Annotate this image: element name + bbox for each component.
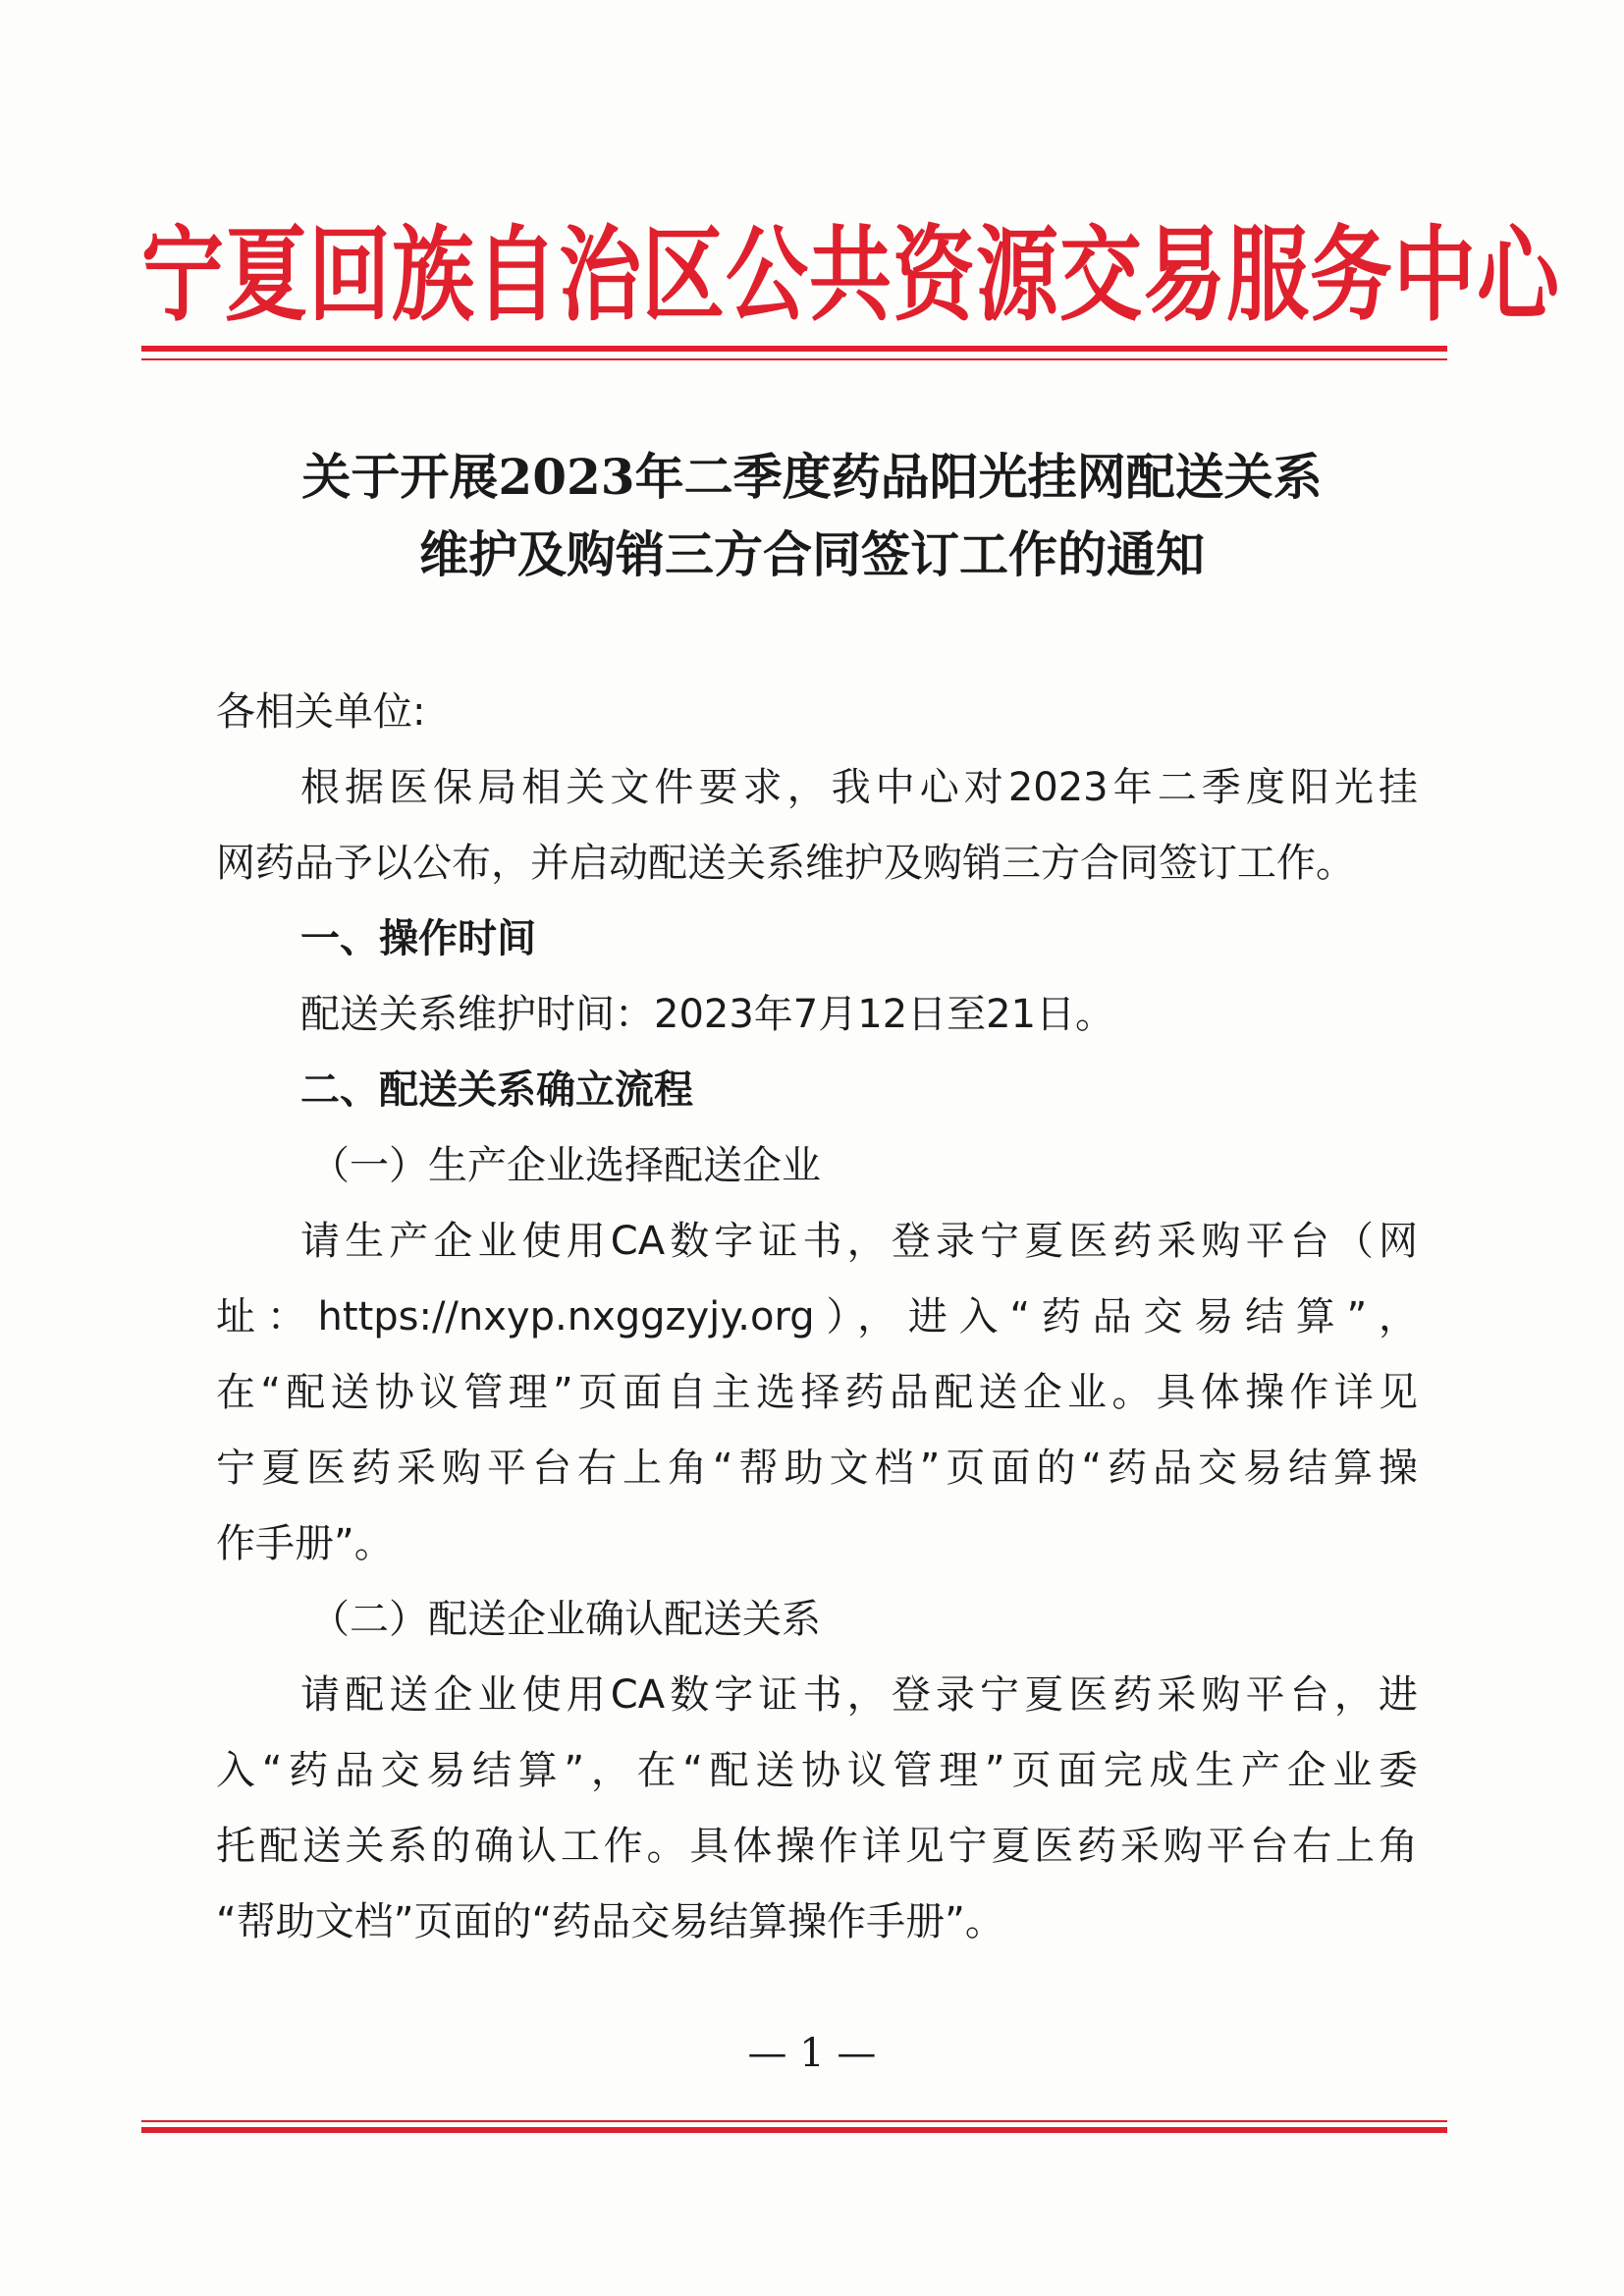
manufacturer-paragraph-line: 请生产企业使用CA数字证书，登录宁夏医药采购平台（网 (300, 1219, 1418, 1264)
operation-time-text: 配送关系维护时间：2023年7月12日至21日。 (300, 992, 1115, 1037)
issuing-organization-header: 宁夏回族自治区公共资源交易服务中心 (141, 213, 1561, 336)
notice-title-line-1: 关于开展2023年二季度药品阳光挂网配送关系 (301, 448, 1323, 506)
manufacturer-paragraph-line: 作手册”。 (216, 1521, 394, 1566)
distributor-paragraph-line: 入“药品交易结算”，在“配送协议管理”页面完成生产企业委 (216, 1748, 1418, 1793)
notice-title-line-2: 维护及购销三方合同签订工作的通知 (419, 525, 1205, 583)
manufacturer-paragraph-line: 在“配送协议管理”页面自主选择药品配送企业。具体操作详见 (216, 1370, 1418, 1415)
distributor-paragraph-line: 请配送企业使用CA数字证书，登录宁夏医药采购平台，进 (300, 1672, 1418, 1718)
footer-red-rule-thick (141, 2127, 1447, 2133)
intro-paragraph-line: 网药品予以公布，并启动配送关系维护及购销三方合同签订工作。 (216, 841, 1355, 886)
salutation: 各相关单位: (216, 689, 426, 735)
distributor-paragraph-line: 托配送关系的确认工作。具体操作详见宁夏医药采购平台右上角 (216, 1824, 1418, 1869)
header-red-rule-thick (141, 346, 1447, 352)
notice-body (216, 675, 1418, 1960)
subsection-heading-manufacturer-selects: （一）生产企业选择配送企业 (310, 1143, 821, 1188)
subsection-heading-distributor-confirms: （二）配送企业确认配送关系 (310, 1597, 821, 1642)
manufacturer-paragraph-line: 址：https://nxyp.nxggzyjy.org），进入“药品交易结算”， (216, 1294, 1418, 1339)
page-number: — 1 — (747, 2031, 877, 2076)
intro-paragraph-line: 根据医保局相关文件要求，我中心对2023年二季度阳光挂 (300, 765, 1418, 810)
section-heading-operation-time: 一、操作时间 (300, 916, 536, 961)
header-red-rule-thin (141, 358, 1447, 360)
footer-red-rule-thin (141, 2120, 1447, 2122)
distributor-paragraph-line: “帮助文档”页面的“药品交易结算操作手册”。 (216, 1899, 1004, 1944)
section-heading-distribution-process: 二、配送关系确立流程 (300, 1067, 693, 1113)
manufacturer-paragraph-line: 宁夏医药采购平台右上角“帮助文档”页面的“药品交易结算操 (216, 1446, 1418, 1491)
